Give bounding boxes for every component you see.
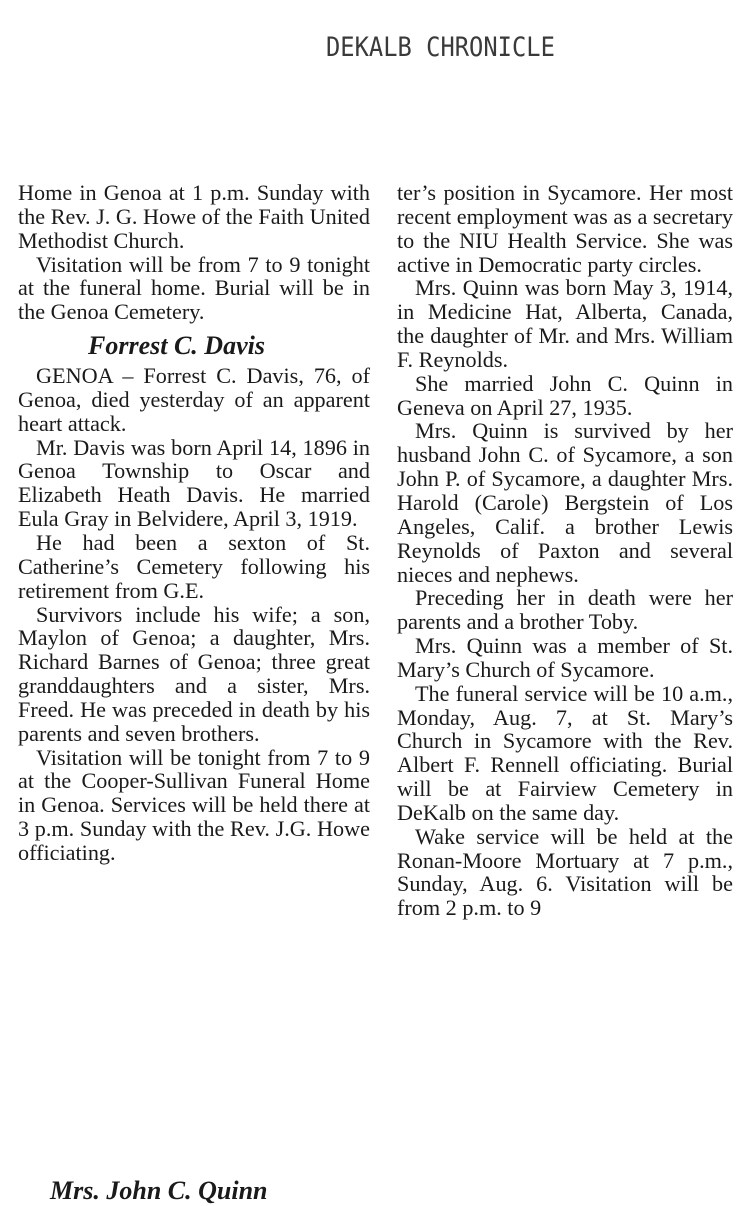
paragraph: Mrs. Quinn was a member of St. Mary’s Church of Sycamore. bbox=[397, 633, 733, 682]
newspaper-stamp: DEKALB CHRONICLE bbox=[326, 32, 555, 63]
paragraph: GENOA – Forrest C. Davis, 76, of Genoa, died yesterday of an apparent heart attack. bbox=[18, 363, 370, 436]
paragraph: Mrs. Quinn is survived by her husband John C. of Sycamore, a son John P. of Sycamore, a daughter Mrs. Harold (Carole) Bergstein of Los Angeles, Calif. a brother Lewis Reynolds of Paxton and several nieces and nephews. bbox=[397, 418, 733, 587]
paragraph: Mrs. Quinn was born May 3, 1914, in Medicine Hat, Alberta, Canada, the daughter of Mr. and Mrs. William F. Reynolds. bbox=[397, 275, 733, 372]
paragraph: She married John C. Quinn in Geneva on April 27, 1935. bbox=[397, 370, 733, 420]
right-column bbox=[397, 181, 733, 920]
obituary-heading: Forrest C. Davis bbox=[88, 331, 265, 361]
obituary-heading-cut-off: Mrs. John C. Quinn bbox=[50, 1176, 268, 1205]
paragraph: Visitation will be from 7 to 9 tonight at the funeral home. Burial will be in the Genoa Cemetery. bbox=[18, 251, 370, 325]
paragraph: Home in Genoa at 1 p.m. Sunday with the Rev. J. G. Howe of the Faith United Methodist Church. bbox=[18, 180, 370, 253]
paragraph: ter’s position in Sycamore. Her most recent employment was as a secretary to the NIU Health Service. She was active in Democratic party circles. bbox=[397, 180, 733, 277]
paragraph: Visitation will be tonight from 7 to 9 at the Cooper-Sullivan Funeral Home in Genoa. Services will be held there at 3 p.m. Sunday with the Rev. J.G. Howe officiating. bbox=[18, 744, 370, 865]
paragraph: The funeral service will be 10 a.m., Monday, Aug. 7, at St. Mary’s Church in Sycamore with the Rev. Albert F. Rennell officiating. Burial will be at Fairview Cemetery in DeKalb on the same day. bbox=[397, 680, 733, 825]
left-column bbox=[18, 181, 370, 865]
paragraph: Preceding her in death were her parents and a brother Toby. bbox=[397, 585, 733, 635]
paragraph: Wake service will be held at the Ronan-Moore Mortuary at 7 p.m., Sunday, Aug. 6. Visitation will be from 2 p.m. to 9 bbox=[397, 823, 733, 921]
paragraph: Mr. Davis was born April 14, 1896 in Genoa Township to Oscar and Elizabeth Heath Davis. He married Eula Gray in Belvidere, April 3, 1919. bbox=[18, 434, 370, 532]
paragraph: Survivors include his wife; a son, Maylon of Genoa; a daughter, Mrs. Richard Barnes of Genoa; three great granddaughters and a sister, Mrs. Freed. He was preceded in death by his parents and seven brothers. bbox=[18, 601, 370, 746]
paragraph: He had been a sexton of St. Catherine’s Cemetery following his retirement from G.E. bbox=[18, 529, 370, 603]
